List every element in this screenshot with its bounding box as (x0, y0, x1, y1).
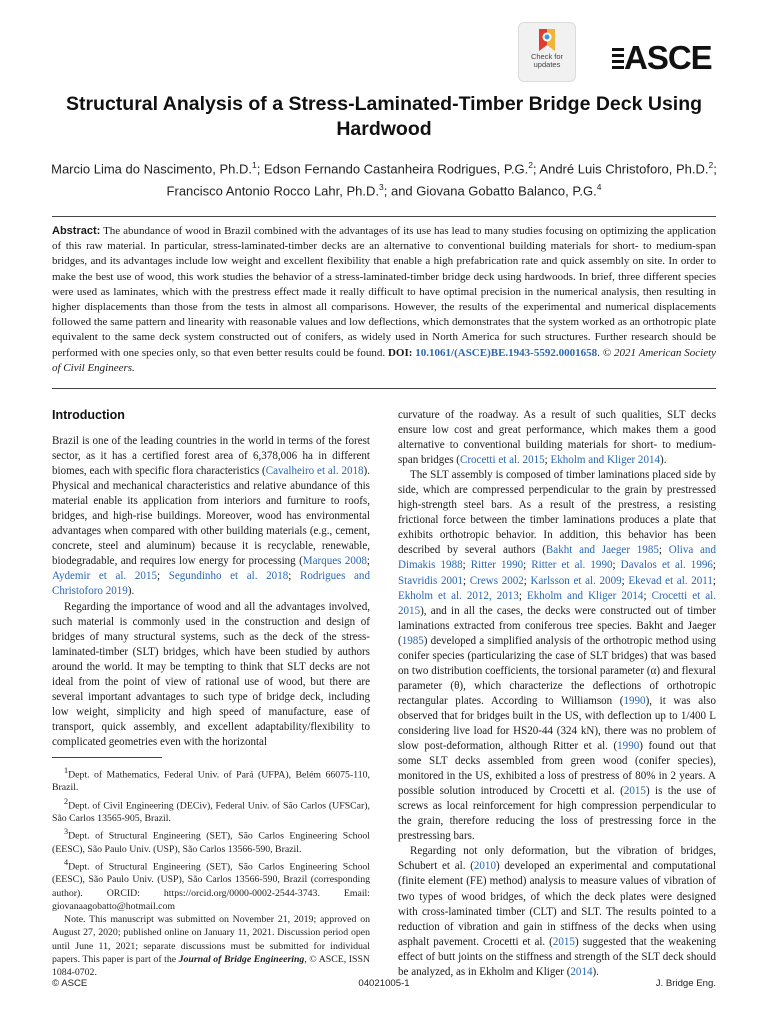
citation-link[interactable]: Bakht and Jaeger 1985 (545, 544, 659, 557)
citation-link[interactable]: Crocetti et al. 2015 (459, 454, 545, 467)
section-heading-introduction: Introduction (52, 408, 125, 422)
citation-link[interactable]: 2015 (623, 785, 646, 798)
citation-link[interactable]: Stavridis 2001 (398, 574, 464, 587)
footnotes (52, 764, 370, 979)
citation-link[interactable]: Segundinho et al. 2018 (168, 570, 289, 583)
footer-journal: J. Bridge Eng. (655, 978, 716, 989)
citation-link[interactable]: 2014 (570, 965, 593, 978)
left-column (52, 434, 370, 750)
citation-link[interactable]: Cavalheiro et al. 2018 (265, 465, 364, 478)
citation-link[interactable]: 2015 (552, 935, 575, 948)
citation-link[interactable]: Crocetti et al. 2015 (398, 589, 716, 617)
paragraph: Regarding not only deformation, but the vibration of bridges, Schubert et al. (2010) developed an experimental and computational (finite element (FE) method) analysis to measure values of vibration of two types of wood bridges, of which the deck plates were designed with cross-laminated timber (CLT) and SLT. The results pointed to a reduction of vibration and gain in stiffness of the decks when using asphalt pavement. Crocetti et al. (2015) suggested that the weakening effect of butt joints on the stiffness and strength of the SLT deck should be analyzed, as in Ekholm and Kliger (2014). (398, 845, 716, 978)
paper-title: Structural Analysis of a Stress-Laminated-Timber Bridge Deck Using Hardwood (65, 93, 703, 140)
citation-link[interactable]: 1990 (617, 740, 640, 753)
citation-link[interactable]: Crews 2002 (469, 574, 524, 587)
citation-link[interactable]: Ekholm and Kliger 2014 (527, 589, 644, 602)
badge-line-1: Check for (530, 52, 564, 61)
bookmark-icon (536, 28, 558, 52)
asce-logo-text: ASCE (624, 39, 712, 76)
asce-logo (612, 40, 718, 76)
citation-link[interactable]: 1990 (623, 694, 646, 707)
doi-link[interactable]: 10.1061/(ASCE)BE.1943-5592.0001658 (415, 346, 598, 359)
abstract: Abstract: The abundance of wood in Brazil combined with the advantages of its use has lead to many studies focusing on optimizing the application of this raw material. In particular, stress-laminated-timber decks are an alternative to conventional building materials for short- to medium-span bridges, and its advantages include low weight and excellent flexibility that enable a high prefabrication rate and quick assembly on site. In order to make the best use of wood, this work studies the behavior of a stress-laminated-timber bridge deck using hardwoods. In brief, three different species were used as laminates, which with the prestress effect made it really difficult to have optimal precision in the numerical analysis, then resulting in higher displacements than those from the tests in almost all comparisons. However, the results of the experimental and numerical displacements followed the same pattern and linearity with reasonable values and low deflections, which demonstrates that the system worked as an orthotropic plate equivalent to the same deck system constructed out of conifers, as widely used in North America for such structures. Further research should be performed with one species only, so that even better results could be found. DOI: 10.1061/(ASCE)BE.1943-5592.0001658. © 2021 American Society of Civil Engineers. (52, 225, 717, 374)
citation-link[interactable]: Ekevad et al. 2011 (628, 574, 713, 587)
citation-link[interactable]: 2010 (473, 860, 496, 873)
footnote-2: $^2$Dept. of Civil Engineering (DECiv), Federal Univ. of São Carlos (UFSCar), São Carlos 13565-905, Brazil. (52, 796, 370, 825)
paragraph: curvature of the roadway. As a result of such qualities, SLT decks ensure low cost and great performance, which makes them a good alternative to conventional building materials for short- to medium-span bridges (Crocetti et al. 2015; Ekholm and Kliger 2014). (398, 409, 716, 467)
footnote-4: $^4$Dept. of Structural Engineering (SET), São Carlos Engineering School (EESC), São Paulo Univ. (USP), São Carlos 13566-590, Brazil (corresponding author). ORCID: https://orcid.org/0000-0002-2544-3743. Email: giovanaagobatto@hotmail.com (52, 858, 370, 912)
badge-line-2: updates (533, 60, 561, 69)
footer-left: © ASCE (52, 978, 88, 989)
paragraph: Brazil is one of the leading countries in the world in terms of the forest sector, as it has a certified forest area of 6,378,006 ha in different biomes, each with specific flora characteristics (Cavalheiro et al. 2018). Physical and mechanical characteristics and relative abundance of this material enable its application from interiors and furniture to roofs, bridges, and high-rise buildings. Moreover, wood has environmental advantages when compared with other building materials (e.g., cement, concrete, steel and aluminum) because it is recyclable, renewable, biodegradable, and requires low energy for processing (Marques 2008; Aydemir et al. 2015; Segundinho et al. 2018; Rodrigues and Christoforo 2019). (52, 435, 370, 598)
citation-link[interactable]: Ritter 1990 (470, 559, 524, 572)
abstract-top-rule (52, 216, 716, 217)
author-list: Marcio Lima do Nascimento, Ph.D.$^1$; Edson Fernando Castanheira Rodrigues, P.G.$^2$; André Luis Christoforo, Ph.D.$^2$; Francisco Antonio Rocco Lahr, Ph.D.$^3$; and Giovana Gobatto Balanco, P.G.$^4$ (51, 160, 717, 199)
abstract-label: Abstract: (52, 225, 101, 237)
citation-link[interactable]: Oliva and Dimakis 1988 (398, 544, 716, 572)
citation-link[interactable]: Aydemir et al. 2015 (52, 570, 157, 583)
citation-link[interactable]: Karlsson et al. 2009 (530, 574, 622, 587)
abstract-bottom-rule (52, 388, 716, 389)
footnote-1: $^1$Dept. of Mathematics, Federal Univ. of Pará (UFPA), Belém 66075-110, Brazil. (52, 766, 370, 794)
footnote-rule (52, 757, 162, 758)
citation-link[interactable]: Ritter et al. 1990 (531, 559, 613, 572)
check-for-updates-badge[interactable] (518, 22, 576, 82)
footer-page-number: 04021005-1 (358, 978, 410, 989)
citation-link[interactable]: Ekholm et al. 2012, 2013 (398, 589, 519, 602)
abstract-text: The abundance of wood in Brazil combined with the advantages of its use has lead to many studies focusing on optimizing the application of this raw material. In particular, stress-laminated-timber decks are an alternative to conventional building materials for short- to medium-span bridges, and its advantages include low weight and excellent flexibility that enable a high prefabrication rate and quick assembly on site. In order to make the best use of wood, this work studies the behavior of a stress-laminated-timber bridge deck using hardwoods. In brief, three different species were used as laminates, which with the prestress effect made it really difficult to have optimal precision in the numerical analysis, then resulting in higher displacements than those from the tests in almost all comparisons. However, the results of the experimental and numerical displacements followed the same pattern and linearity with reasonable values and low deflections, which demonstrates that the system worked as an orthotropic plate equivalent to the same deck system constructed out of conifers, as widely used in North America for such structures. Further research should be performed with one species only, so that even better results could be found. (52, 225, 716, 359)
citation-link[interactable]: Marques 2008 (302, 555, 367, 568)
manuscript-note: Note. This manuscript was submitted on November 21, 2019; approved on August 27, 2020; published online on January 11, 2021. Discussion period open until June 11, 2021; separate discussions must be submitted for individual papers. This paper is part of the Journal of Bridge Engineering, © ASCE, ISSN 1084-0702. (52, 914, 370, 978)
citation-link[interactable]: Ekholm and Kliger 2014 (550, 454, 661, 467)
footnote-3: $^3$Dept. of Structural Engineering (SET), São Carlos Engineering School (EESC), São Paulo Univ. (USP), São Carlos 13566-590, Brazil. (52, 827, 370, 855)
right-column (398, 408, 716, 980)
paragraph: Regarding the importance of wood and all the advantages involved, such material is commonly used in the construction and design of bridges of many structural systems, such as the deck of the stress-laminated-timber (SLT) bridges, which have been studied by authors around the world. It may be tempting to think that SLT decks are not ideal from the point of view of rational use of wood, but there are several important advantages to such type of bridge deck, including low weight, simplicity and high speed of manufacture, ease of transport, quick assembly, and excellent adaptability/flexibility to complicated geometries even with the horizontal (52, 600, 370, 748)
citation-link[interactable]: Davalos et al. 1996 (620, 559, 713, 572)
citation-link[interactable]: 1985 (401, 634, 424, 647)
paragraph: The SLT assembly is composed of timber laminations placed side by side, which are compressed perpendicular to the grain by prestressed high-strength steel bars. As a result of the prestress, a resisting frictional force between the timber laminations produces a plate that exhibits orthotropic behavior. In addition, this behavior has been described by several authors (Bakht and Jaeger 1985; Oliva and Dimakis 1988; Ritter 1990; Ritter et al. 1990; Davalos et al. 1996; Stavridis 2001; Crews 2002; Karlsson et al. 2009; Ekevad et al. 2011; Ekholm et al. 2012, 2013; Ekholm and Kliger 2014; Crocetti et al. 2015), and in all the cases, the decks were constructed out of timber laminations extracted from coniferous tree species. Bakht and Jaeger (1985) developed a simplified analysis of the orthotropic method using conifer species (particularizing the case of SLT bridges) that was based on two distribution coefficients, the torsional parameter (α) and flexural parameter (θ), which characterize the deflections of orthotropic rectangular plates. According to Williamson (1990), it was also observed that for bridges built in the US, with deflection up to 1/400 L considering live load for HS20-44 (324 kN), there was no problem of slow post-deformation, although Ritter et al. (1990) found out that some SLT decks assembled from green wood (conifer species), monitored in the US, exhibited a loss of prestress of 80% in 2 years. A possible solution introduced by Crocetti et al. (2015) is the use of screws as local reinforcement for high compression perpendicular to the grain, therefore reducing the loss of prestressing force in the prestressing bars. (398, 469, 716, 843)
copyright: © 2021 American Society of Civil Engineers. (52, 346, 717, 374)
citation-link[interactable]: Rodrigues and Christoforo 2019 (52, 570, 370, 598)
doi-label: DOI: (387, 346, 413, 359)
